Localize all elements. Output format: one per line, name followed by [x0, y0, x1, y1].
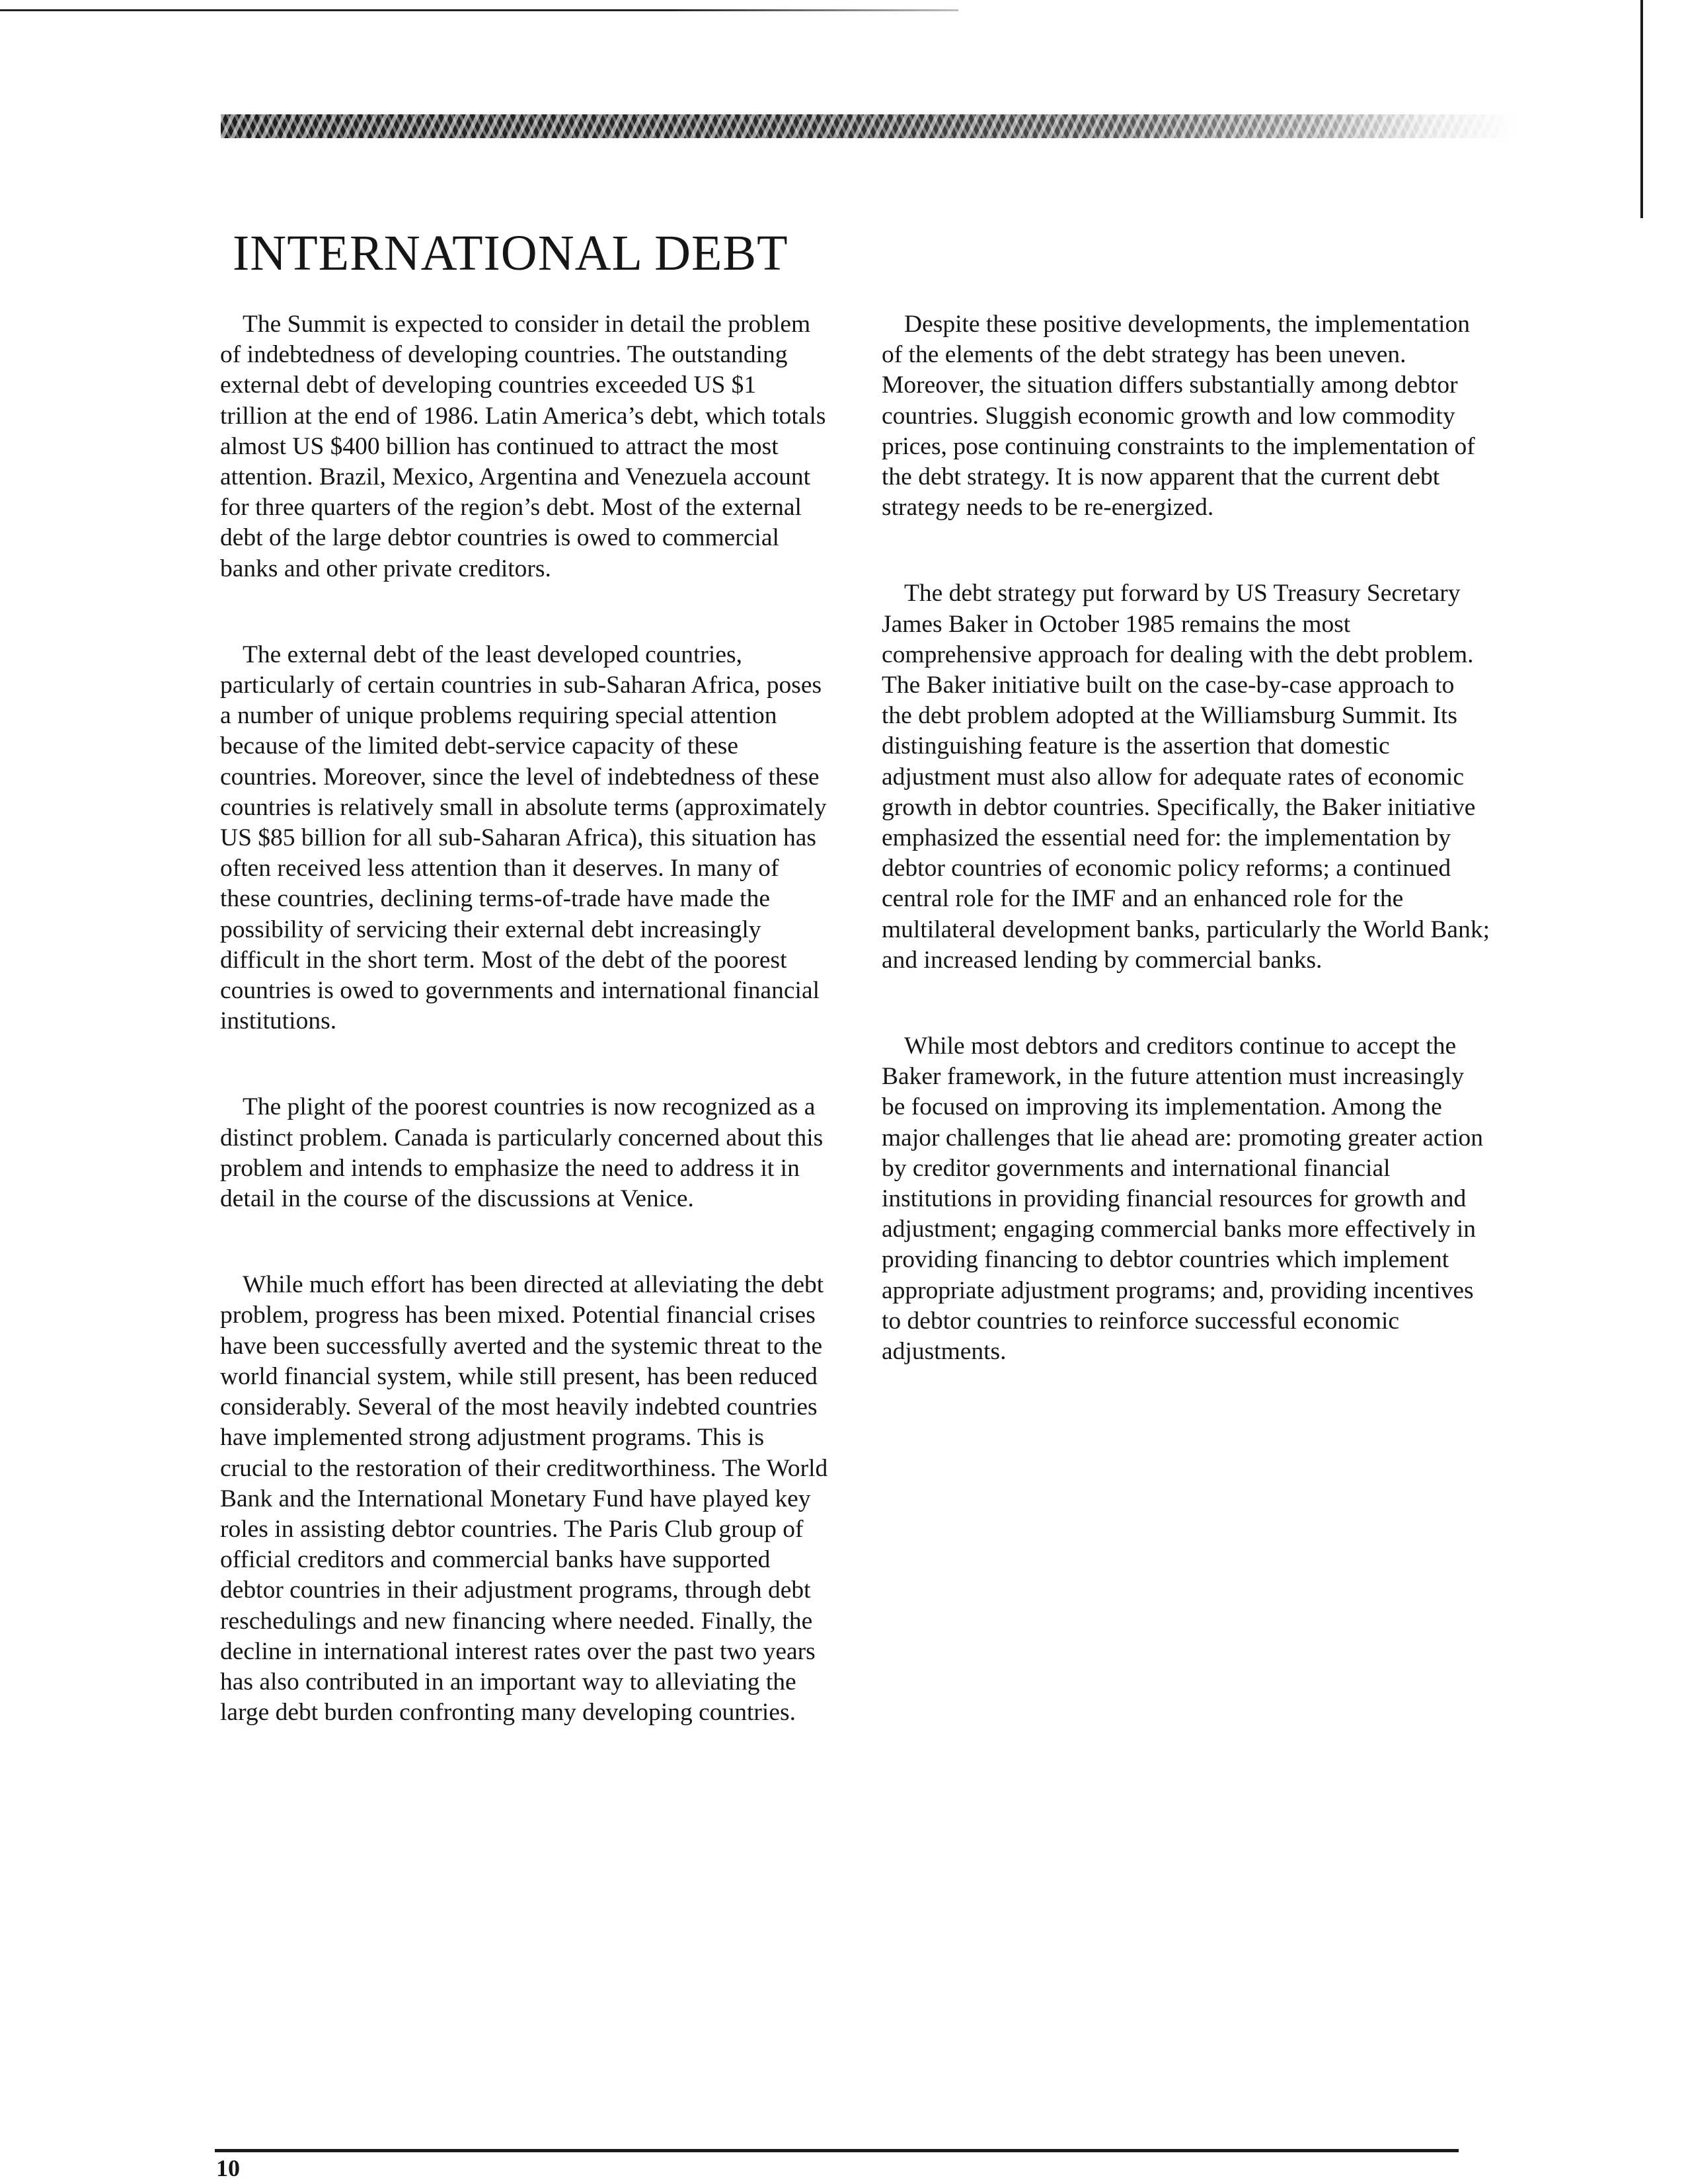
top-rule — [0, 9, 958, 11]
paragraph-least-developed: The external debt of the least developed countries, particularly of certain countries in sub-Saharan Africa, poses a number of unique problems requiring special attention because of the limited debt-service capacity of these countries. Moreover, since the level of indebtedness of these countries is relatively small in absolute terms (approximately US $85 billion for all sub-Saharan Africa), this situation has often received less attention than it deserves. In many of these countries, declining terms-of-trade have made the possibility of servicing their external debt increasingly difficult in the short term. Most of the debt of the poorest countries is owed to governments and international financial institutions. — [220, 641, 827, 1035]
paragraph-future-challenges: While most debtors and creditors continue to accept the Baker framework, in the future attention must increasingly be focused on improving its implementation. Among the major challenges that lie ahead are: promoting greater action by creditor governments and international financial institutions in providing financial resources for growth and adjustment; engaging commercial banks more effectively in providing financing to debtor countries which implement appropriate adjustment programs; and, providing incentives to debtor countries to reinforce successful economic adjustments. — [882, 1033, 1484, 1366]
paragraph-uneven-implementation: Despite these positive developments, the implementation of the elements of the debt strategy has been uneven. Moreover, the situation differs substantially among debtor countries. Sluggish economic growth and low commodity prices, pose continuing constraints to the implementation of the debt strategy. It is now apparent that the current debt strategy needs to be re-energized. — [882, 311, 1475, 522]
paragraph-baker-initiative: The debt strategy put forward by US Treasury Secretary James Baker in October 1985 remains the most comprehensive approach for dealing with the debt problem. The Baker initiative built on the case-by-case approach to the debt problem adopted at the Williamsburg Summit. Its distinguishing feature is the assertion that domestic adjustment must also allow for adequate rates of economic growth in debtor countries. Specifically, the Baker initiative emphasized the essential need for: the implementation by debtor countries of economic policy reforms; a continued central role for the IMF and an enhanced role for the multilateral development banks, particularly the World Bank; and increased lending by commercial banks. — [882, 580, 1490, 974]
page-title: INTERNATIONAL DEBT — [233, 225, 788, 281]
left-column — [220, 309, 828, 1783]
paragraph-progress-mixed: While much effort has been directed at alleviating the debt problem, progress has been mixed. Potential financial crises have been successfully averted and the systemic threat to the world financial system, while still present, has been reduced considerably. Several of the most heavily indebted countries have implemented strong adjustment programs. This is crucial to the restoration of their creditworthiness. The World Bank and the International Monetary Fund have played key roles in assisting debtor countries. The Paris Club group of official creditors and commercial banks have supported debtor countries in their adjustment programs, through debt reschedulings and new financing where needed. Finally, the decline in international interest rates over the past two years has also contributed in an important way to alleviating the large debt burden confronting many developing countries. — [220, 1271, 828, 1727]
decorative-header-bar — [221, 114, 1516, 138]
page-number: 10 — [216, 2155, 240, 2181]
paragraph-summit-debt: The Summit is expected to consider in detail the problem of indebtedness of developing countries. The outstanding external debt of developing countries exceeded US $1 trillion at the end of 1986. Latin America’s debt, which totals almost US $400 billion has continued to attract the most attention. Brazil, Mexico, Argentina and Venezuela account for three quarters of the region’s debt. Most of the external debt of the large debtor countries is owed to commercial banks and other private creditors. — [220, 311, 826, 582]
page-edge-line — [1640, 0, 1643, 218]
paragraph-poorest-countries: The plight of the poorest countries is now recognized as a distinct problem. Canada is particularly concerned about this problem and intends to emphasize the need to address it in detail in the course of the discussions at Venice. — [220, 1093, 824, 1213]
right-column — [882, 309, 1490, 1423]
bottom-rule — [215, 2149, 1459, 2152]
